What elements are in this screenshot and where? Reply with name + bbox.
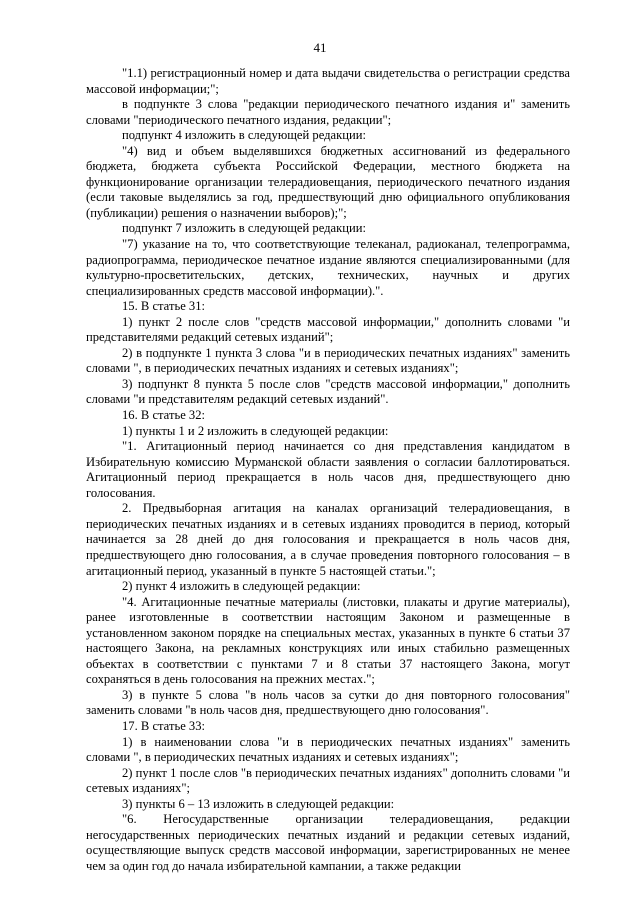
paragraph: в подпункте 3 слова "редакции периодического печатного издания и" заменить словами "периодического печатного издания, редакции"; bbox=[86, 97, 570, 127]
paragraph: 2) пункт 4 изложить в следующей редакции: bbox=[122, 579, 361, 594]
paragraph: 3) пункты 6 – 13 изложить в следующей редакции: bbox=[122, 796, 395, 811]
page-number: 41 bbox=[313, 40, 327, 55]
paragraph: "1. Агитационный период начинается со дня представления кандидатом в Избирательную комиссию Мурманской области заявления о согласии баллотироваться. Агитационный период прекращается в ноль часов дня, предшествующего дню голосования. bbox=[86, 439, 570, 500]
paragraph: 2. Предвыборная агитация на каналах организаций телерадиовещания, в периодических печатных изданиях и в сетевых изданиях проводится в период, который начинается за 28 дней до дня голосования и прекращается в ноль часов дня, предшествующего дню голосования, а в случае проведения повторного голосования – в агитационный период, указанный в пункте 5 настоящей статьи."; bbox=[86, 501, 570, 578]
paragraph: "6. Негосударственные организации телерадиовещания, редакции негосударственных периодических печатных изданий и редакции сетевых изданий, осуществляющие выпуск средств массовой информации, зарегистрированных не менее чем за один год до начала избирательной кампании, а также редакции bbox=[86, 812, 570, 873]
paragraph: 3) в пункте 5 слова "в ноль часов за сутки до дня повторного голосования" заменить словами "в ноль часов дня, предшествующего дню голосования". bbox=[86, 687, 570, 718]
section-heading: 16. В статье 32: bbox=[122, 408, 206, 423]
paragraph: 3) подпункт 8 пункта 5 после слов "средств массовой информации," дополнить словами "и представителям редакций сетевых изданий". bbox=[86, 376, 570, 407]
paragraph: подпункт 7 изложить в следующей редакции: bbox=[122, 221, 366, 236]
section-heading: 17. В статье 33: bbox=[122, 718, 206, 733]
paragraph: 1) в наименовании слова "и в периодических печатных изданиях" заменить словами ", в периодических печатных изданиях и сетевых изданиях"; bbox=[86, 734, 570, 765]
document-body bbox=[86, 66, 570, 874]
paragraph: 2) в подпункте 1 пункта 3 слова "и в периодических печатных изданиях" заменить словами ", в периодических печатных изданиях и сетевых изданиях"; bbox=[86, 345, 570, 376]
paragraph: 1) пункт 2 после слов "средств массовой информации," дополнить словами "и представителями редакций сетевых изданий"; bbox=[86, 314, 570, 345]
paragraph: 1) пункты 1 и 2 изложить в следующей редакции: bbox=[122, 423, 389, 438]
paragraph: "4. Агитационные печатные материалы (листовки, плакаты и другие материалы), ранее изготовленные в соответствии настоящим Законом и размещенные в установленном законом порядке на специальных местах, указанных в пункте 6 статьи 37 настоящего Закона, на рекламных конструкциях или иных стабильно размещенных объектах в соответствии с пунктами 7 и 8 статьи 37 настоящего Закона, могут сохраняться в день голосования на прежних местах."; bbox=[86, 594, 570, 687]
paragraph: "1.1) регистрационный номер и дата выдачи свидетельства о регистрации средства массовой информации;"; bbox=[86, 66, 570, 96]
paragraph: подпункт 4 изложить в следующей редакции: bbox=[122, 128, 366, 143]
paragraph: 2) пункт 1 после слов "в периодических печатных изданиях" дополнить словами "и сетевых изданиях"; bbox=[86, 765, 570, 796]
section-heading: 15. В статье 31: bbox=[122, 299, 206, 314]
paragraph: "7) указание на то, что соответствующие телеканал, радиоканал, телепрограмма, радиопрограмма, периодическое печатное издание являются специализированными (для культурно-просветительских, детских, технических, научных и других специализированных средств массовой информации).". bbox=[86, 237, 570, 298]
paragraph: "4) вид и объем выделявшихся бюджетных ассигнований из федерального бюджета, бюджета субъекта Российской Федерации, местного бюджета на функционирование организации телерадиовещания, периодического печатного издания (если таковые выделялись за год, предшествующий дню официального опубликования (публикации) решения о назначении выборов);"; bbox=[86, 143, 570, 220]
